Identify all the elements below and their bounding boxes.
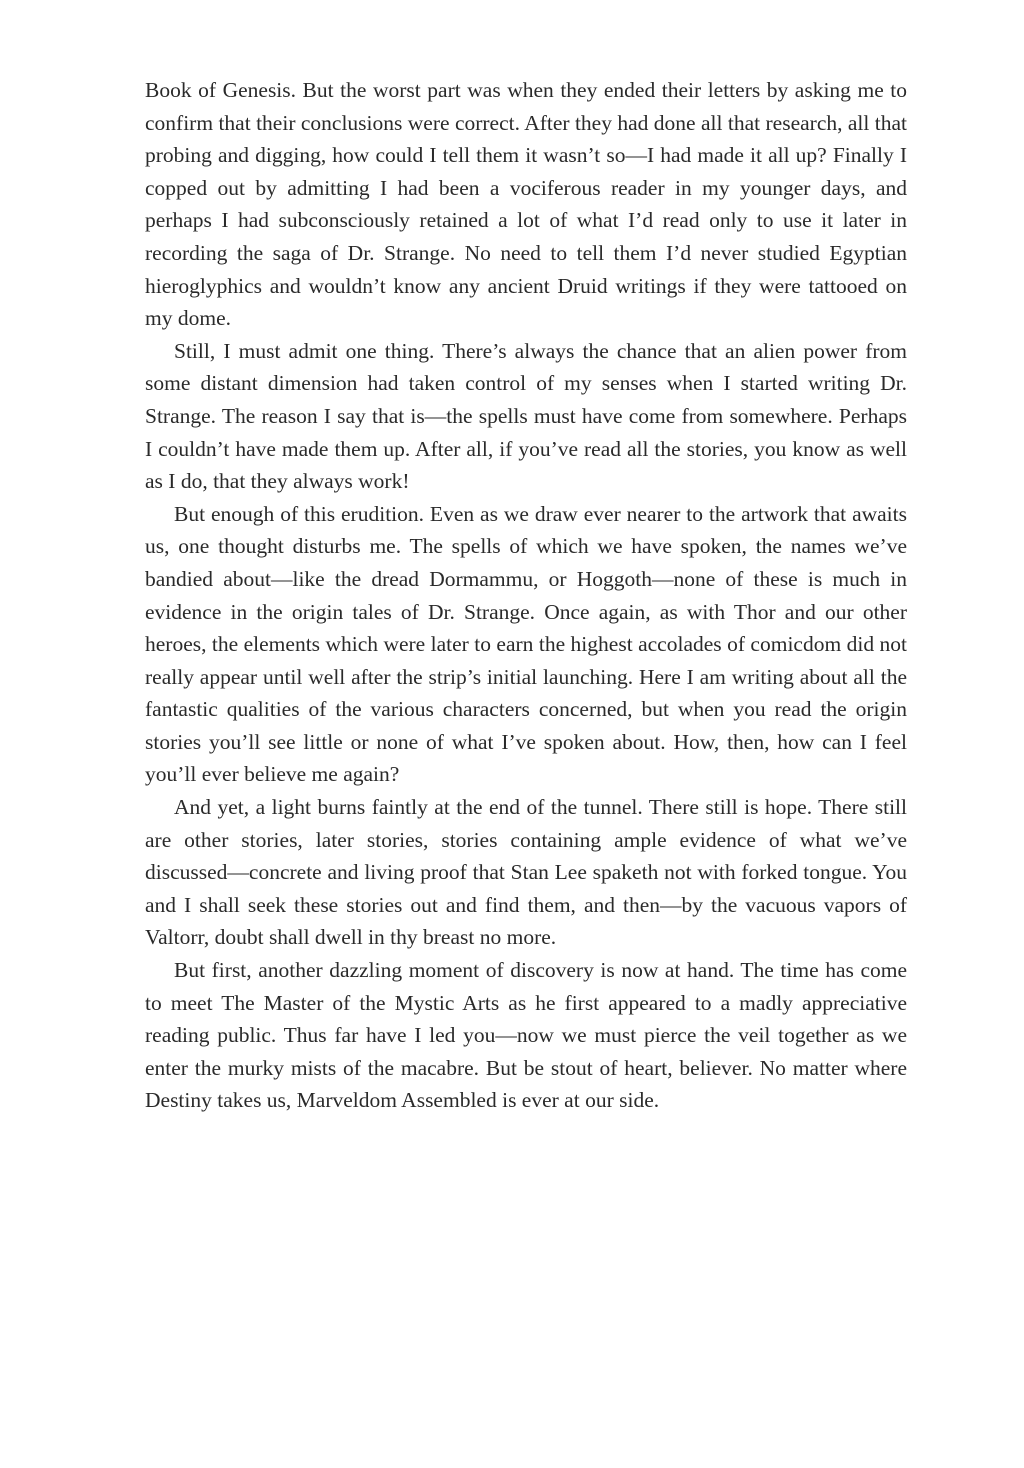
paragraph-3: But enough of this erudition. Even as we draw ever nearer to the artwork that awaits us, one thought disturbs me. The spells of which we have spoken, the names we’ve bandied about—like the dread Dormammu, or Hoggoth—none of these is much in evidence in the origin tales of Dr. Strange. Once again, as with Thor and our other heroes, the elements which were later to earn the highest accolades of comicdom did not really appear until well after the strip’s initial launching. Here I am writing about all the fantastic qualities of the various characters concerned, but when you read the origin stories you’ll see little or none of what I’ve spoken about. How, then, how can I feel you’ll ever believe me again? (145, 501, 907, 787)
paragraph-1: Book of Genesis. But the worst part was when they ended their letters by asking me to confirm that their conclusions were correct. After they had done all that research, all that probing and digging, how could I tell them it wasn’t so—I had made it all up? Finally I copped out by admitting I had been a vociferous reader in my younger days, and perhaps I had subconsciously retained a lot of what I’d read only to use it later in recording the saga of Dr. Strange. No need to tell them I’d never studied Egyptian hieroglyphics and wouldn’t know any ancient Druid writings if they were tattooed on my dome. (145, 78, 907, 331)
paragraph-2: Still, I must admit one thing. There’s always the chance that an alien power from some distant dimension had taken control of my senses when I started writing Dr. Strange. The reason I say that is—the spells must have come from somewhere. Perhaps I couldn’t have made them up. After all, if you’ve read all the stories, you know as well as I do, that they always work! (145, 338, 907, 494)
paragraph-5: But first, another dazzling moment of discovery is now at hand. The time has come to meet The Master of the Mystic Arts as he first appeared to a madly appreciative reading public. Thus far have I led you—now we must pierce the veil together as we enter the murky mists of the macabre. But be stout of heart, believer. No matter where Destiny takes us, Marveldom Assembled is ever at our side. (145, 958, 907, 1113)
paragraph-4: And yet, a light burns faintly at the end of the tunnel. There still is hope. There still are other stories, later stories, stories containing ample evidence of what we’ve discussed—concrete and living proof that Stan Lee spaketh not with forked tongue. You and I shall seek these stories out and find them, and then—by the vacuous vapors of Valtorr, doubt shall dwell in thy breast no more. (145, 795, 907, 950)
document-page (145, 74, 907, 1117)
